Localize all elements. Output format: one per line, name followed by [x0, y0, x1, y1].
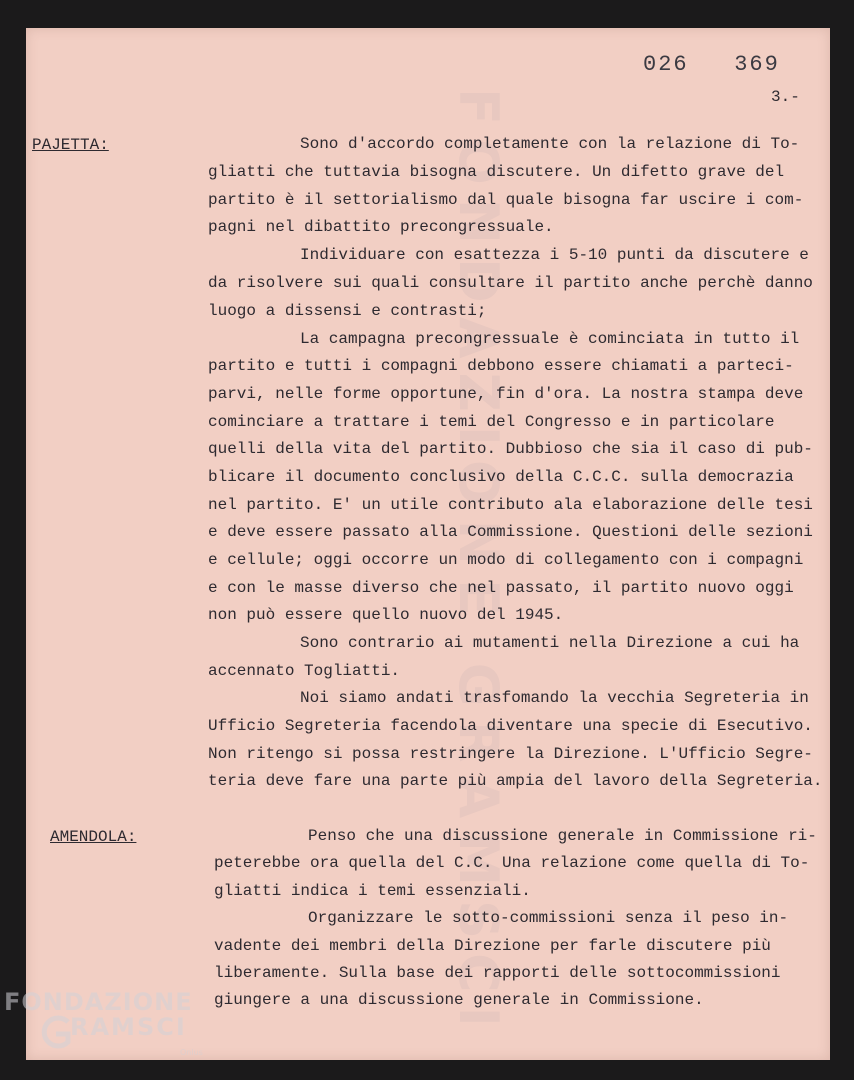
text-line: gliatti che tuttavia bisogna discutere. Un difetto grave del — [208, 163, 785, 181]
text-line: e con le masse diverso che nel passato, il partito nuovo oggi — [208, 579, 794, 597]
text-line: Non ritengo si possa restringere la Direzione. L'Ufficio Segre- — [208, 745, 813, 763]
text-line: non può essere quello nuovo del 1945. — [208, 606, 564, 624]
text-line: blicare il documento conclusivo della C.C.C. sulla democrazia — [208, 468, 794, 486]
text-line: teria deve fare una parte più ampia del lavoro della Segreteria. — [208, 772, 823, 790]
logo-g-icon — [38, 1012, 72, 1052]
text-line: pagni nel dibattito precongressuale. — [208, 218, 554, 236]
logo-text-bottom: RAMSCI — [70, 1013, 187, 1041]
text-line: parvi, nelle forme opportune, fin d'ora. La nostra stampa deve — [208, 385, 804, 403]
text-line: partito è il settorialismo dal quale bisogna far uscire i com- — [208, 191, 804, 209]
text-line: vadente dei membri della Direzione per farle discutere più — [214, 937, 771, 955]
text-line: partito e tutti i compagni debbono essere chiamati a parteci- — [208, 357, 794, 375]
text-line: Noi siamo andati trasfomando la vecchia Segreteria in — [300, 689, 809, 707]
text-line: luogo a dissensi e contrasti; — [208, 302, 487, 320]
text-line: Penso che una discussione generale in Commissione ri- — [308, 827, 817, 845]
text-line: peterebbe ora quella del C.C. Una relazione come quella di To- — [214, 854, 810, 872]
logo-subtext: Onlus — [180, 1048, 203, 1057]
text-line: Ufficio Segreteria facendola diventare una specie di Esecutivo. — [208, 717, 813, 735]
text-line: Organizzare le sotto-commissioni senza il peso in- — [308, 909, 789, 927]
text-line: e cellule; oggi occorre un modo di collegamento con i compagni — [208, 551, 804, 569]
text-line: da risolvere sui quali consultare il partito anche perchè danno — [208, 274, 813, 292]
text-line: liberamente. Sulla base dei rapporti delle sottocommissioni — [214, 964, 781, 982]
speaker-name-pajetta: PAJETTA: — [32, 136, 109, 154]
archive-number — [643, 52, 780, 77]
background-watermark — [447, 88, 510, 558]
text-line: La campagna precongressuale è cominciata in tutto il — [300, 330, 800, 348]
speaker-name-amendola: AMENDOLA: — [50, 828, 137, 846]
logo-text-top: FONDAZIONE — [4, 988, 193, 1016]
text-line: nel partito. E' un utile contributo ala elaborazione delle tesi — [208, 496, 813, 514]
fondazione-gramsci-logo — [4, 988, 224, 1068]
text-line: Sono contrario ai mutamenti nella Direzione a cui ha — [300, 634, 800, 652]
page-number: 3.- — [771, 88, 800, 106]
archive-number-left: 026 — [643, 52, 689, 77]
document-page — [26, 28, 830, 1060]
text-line: quelli della vita del partito. Dubbioso che sia il caso di pub- — [208, 440, 813, 458]
text-line: e deve essere passato alla Commissione. Questioni delle sezioni — [208, 523, 813, 541]
text-line: cominciare a trattare i temi del Congresso e in particolare — [208, 413, 775, 431]
text-line: Sono d'accordo completamente con la relazione di To- — [300, 135, 800, 153]
text-line: giungere a una discussione generale in Commissione. — [214, 991, 704, 1009]
text-line: Individuare con esattezza i 5-10 punti da discutere e — [300, 246, 809, 264]
text-line: gliatti indica i temi essenziali. — [214, 882, 531, 900]
archive-number-right: 369 — [734, 52, 780, 77]
text-line: accennato Togliatti. — [208, 662, 401, 680]
